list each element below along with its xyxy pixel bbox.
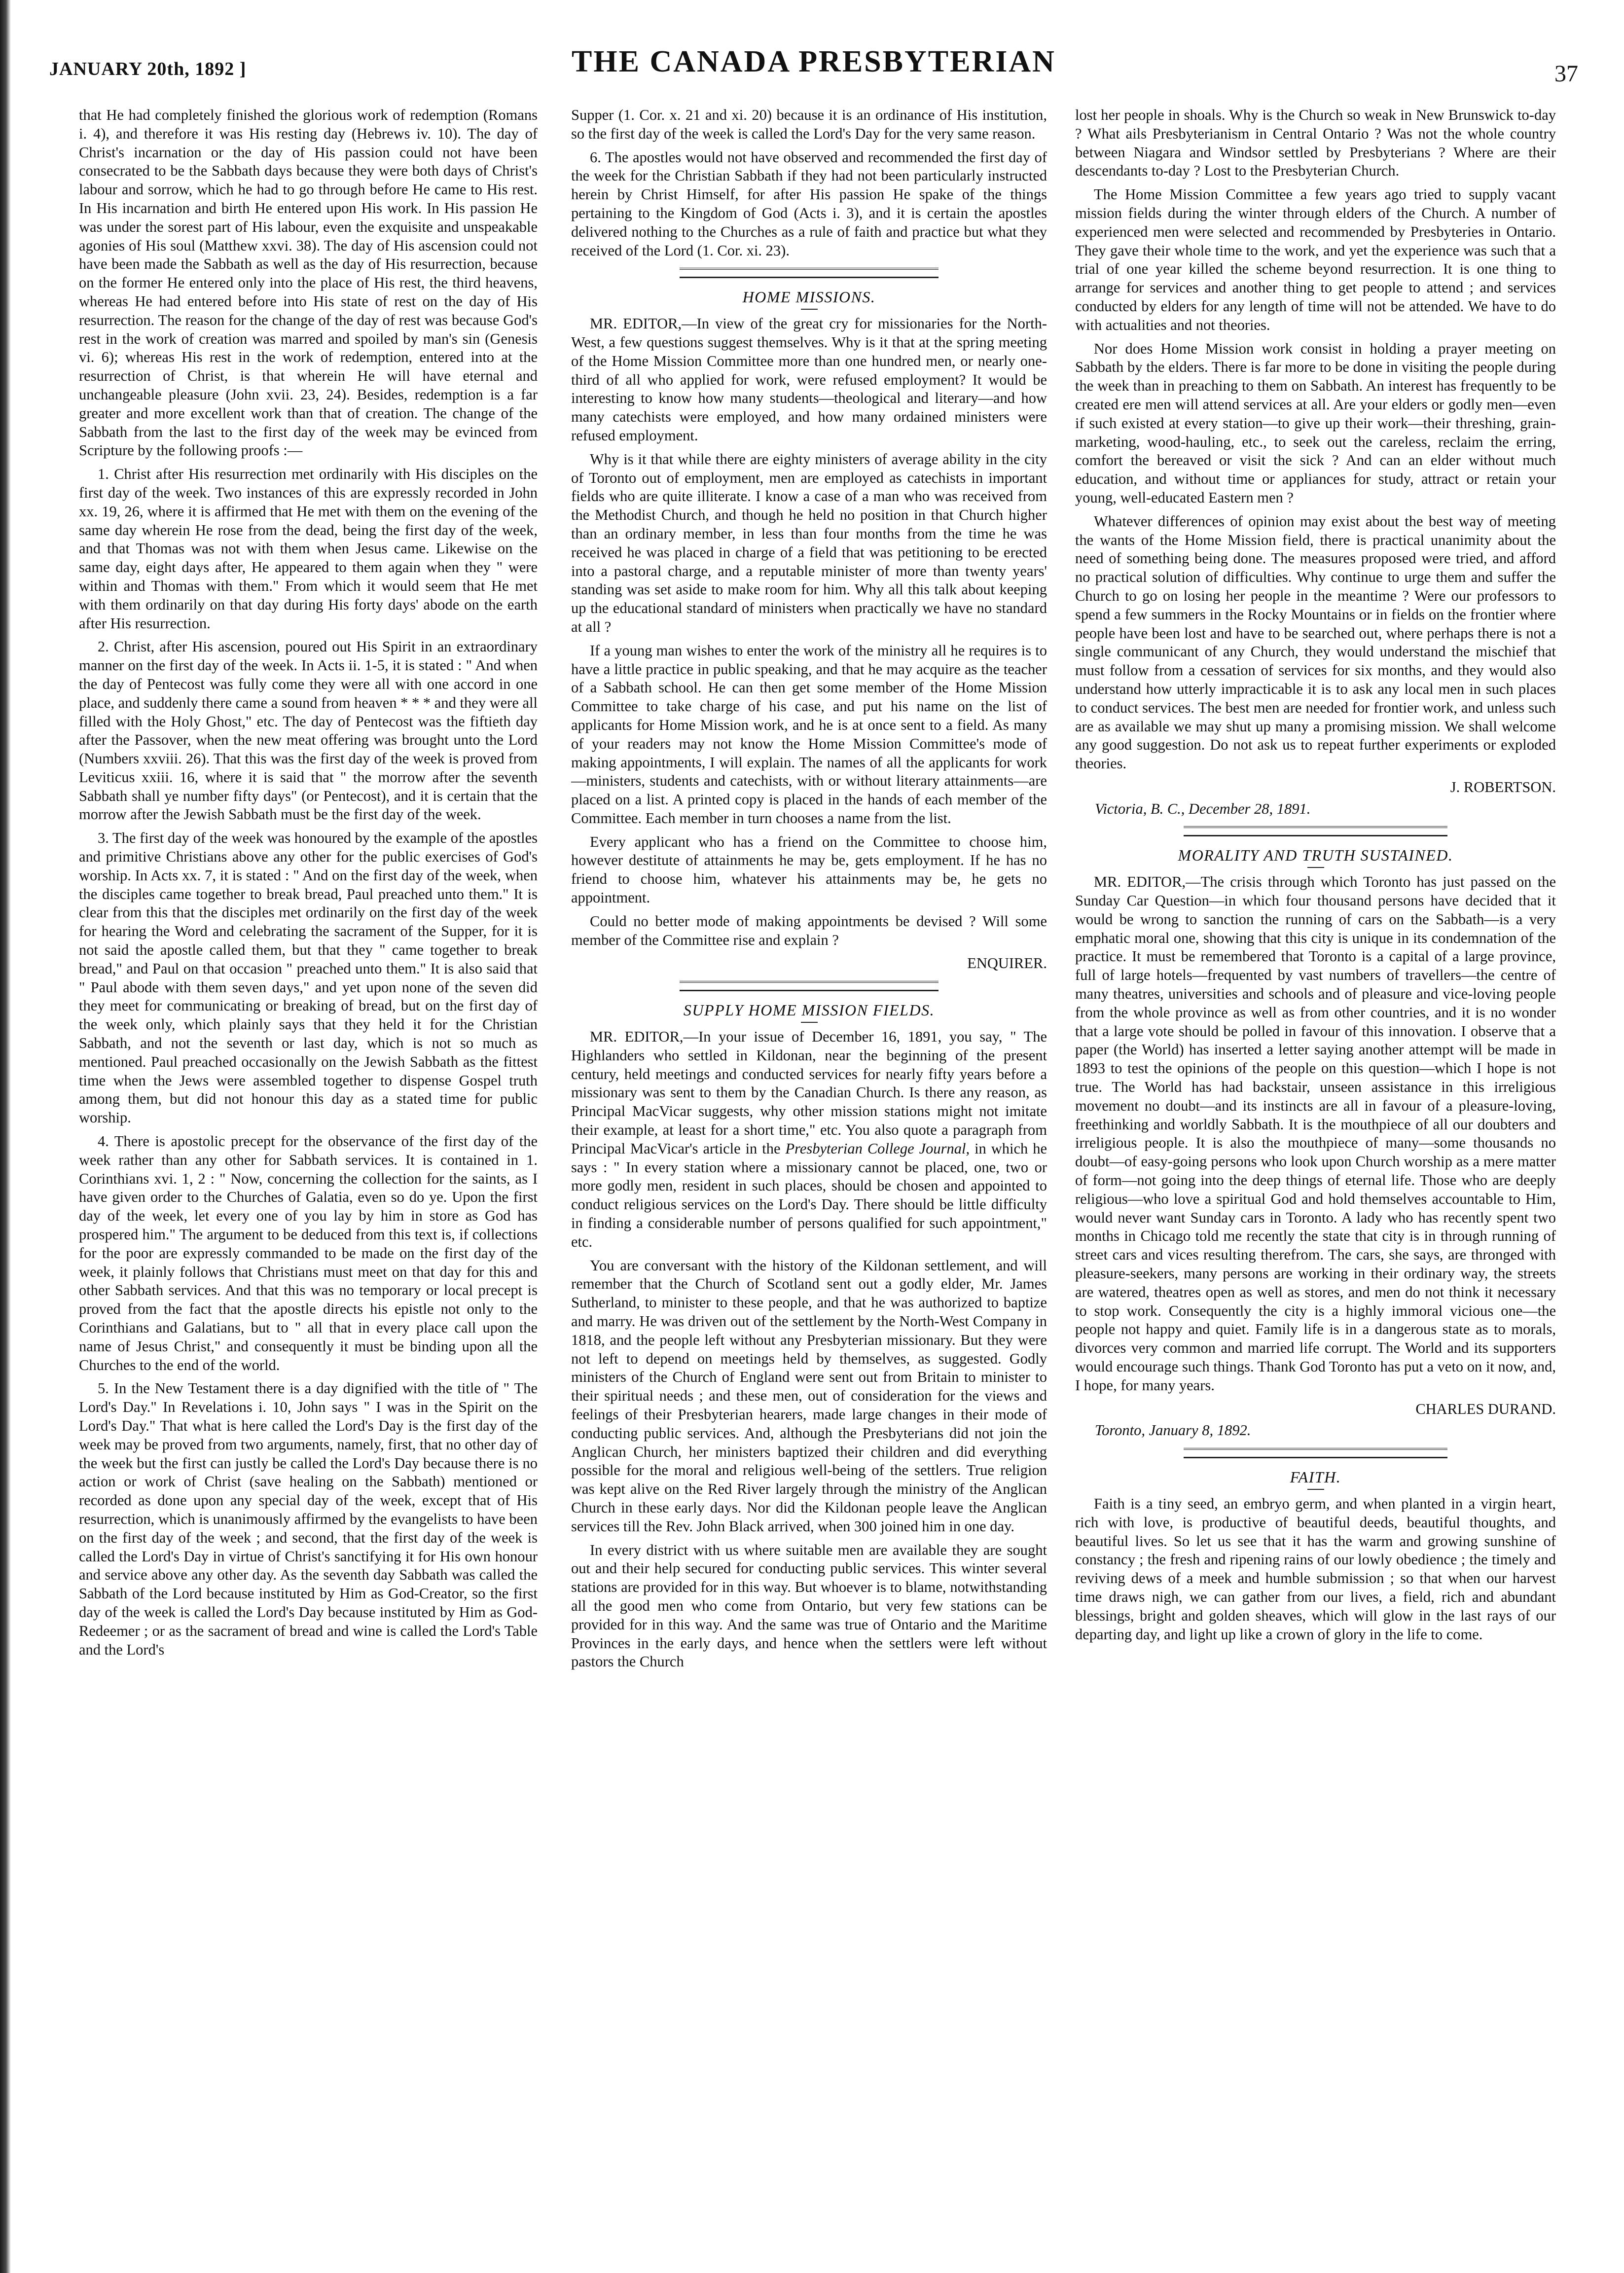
article-heading: HOME MISSIONS. [742, 288, 876, 306]
heading-dash [801, 309, 818, 310]
heading-dash [1307, 867, 1324, 868]
paragraph: 6. The apostles would not have observed and recommended the first day of the week for the Christian Sabbath if they had not been particularly instructed herein by Christ Himself, for after His passion He spake of the things pertaining to the Kingdom of God (Acts i. 3), and it is certain the apostles delivered nothing to the Churches as a rule of faith and practice but what they received of the Lord (1. Cor. xi. 23). [571, 148, 1047, 259]
paragraph: 4. There is apostolic precept for the observance of the first day of the week rather than any other for Sabbath services. It is contained in 1. Corinthians xvi. 1, 2 : " Now, concerning the collection for the saints, as I have given order to the Churches of Galatia, even so do ye. Upon the first day of the week, let every one of you lay by him in store as God has prospered him." The argument to be deduced from this text is, if collections for the poor are expressly commanded to be made on the first day of the week, it plainly follows that Christians must meet on that day for this and other Sabbath services. And that this was no temporary or local precept is proved from the fact that the apostle directs his epistle not only to the Corinthians and Galatians, but to " all that in every place call upon the name of Jesus Christ," and consequently it must be binding upon all the Churches to the end of the world. [79, 1133, 538, 1373]
paragraph: If a young man wishes to enter the work of the ministry all he requires is to have a little practice in public speaking, and that he may acquire as the teacher of a Sabbath school. He can then get some member of the Home Mission Committee to take charge of his case, and put his name on the list of applicants for Home Mission work, and he is at once sent to a field. As many of your readers may not know the Home Mission Committee's mode of making appointments, I will explain. The names of all the applicants for work—ministers, students and catechists, with or without literary attainments—are placed on a list. A printed copy is placed in the hands of each member of the Committee. Each member in turn chooses a name from the list. [571, 642, 1047, 827]
signature: CHARLES DURAND. [1415, 1400, 1556, 1417]
paragraph: Could no better mode of making appointments be devised ? Will some member of the Committee rise and explain ? [571, 912, 1047, 948]
paragraph: MR. EDITOR,—In view of the great cry for missionaries for the North-West, a few questions suggest themselves. Why is it that at the spring meeting of the Home Mission Committee more than one hundred men, or nearly one-third of all who applied for work, were refused employment? It would be interesting to know how many students—theological and literary—and how many catechists were employed, and how many ordained ministers were refused employment. [571, 315, 1047, 444]
paragraph: Faith is a tiny seed, an embryo germ, and when planted in a virgin heart, rich with love, is productive of beautiful deeds, beautiful thoughts, and beautiful lives. So let us see that it has the warm and growing sunshine of constancy ; the fresh and ripening rains of our lowly obedience ; the timely and reviving dews of a meek and humble submission ; so that when our harvest time draws nigh, we can gather from our lives, a field, rich and abundant blessings, bright and golden sheaves, which will glow in the last rays of our departing day, and light up like a crown of glory in the life to come. [1075, 1495, 1556, 1643]
heading-dash [1307, 1489, 1324, 1490]
column-3 [1075, 106, 1556, 2253]
paragraph: Every applicant who has a friend on the Committee to choose him, however destitute of attainments he may be, gets employment. If he has no friend to choose him, whatever his attainments may be, he gets no appointment. [571, 833, 1047, 906]
salutation: MR. EDITOR, [590, 315, 682, 332]
article-heading: SUPPLY HOME MISSION FIELDS. [683, 1001, 935, 1019]
journal-title: Presbyterian College Journal, [785, 1140, 970, 1157]
dateline: Toronto, January 8, 1892. [1095, 1422, 1251, 1439]
section-rule [1184, 826, 1447, 836]
issue-date: JANUARY 20th, 1892 ] [49, 59, 247, 79]
paragraph: MR. EDITOR,—In your issue of December 16, 1891, you say, " The Highlanders who settled in Kildonan, near the beginning of the present century, held meetings and conducted services for nearly fifty years before a missionary was sent to them by the Canadian Church. Is there any reason, as Principal MacVicar suggests, why other mission stations might not imitate their example, at least for a short time," etc. You also quote a paragraph from Principal MacVicar's article in the Presbyterian College Journal, in which he says : " In every station where a missionary cannot be placed, one, two or more godly men, resident in such places, should be chosen and appointed to conduct religious services on the Lord's Day. There should be little difficulty in finding a considerable number of persons qualified for such appointment," etc. [571, 1028, 1047, 1250]
dateline: Victoria, B. C., December 28, 1891. [1095, 800, 1311, 817]
page-header [49, 44, 1578, 94]
salutation: MR. EDITOR, [590, 1028, 684, 1046]
binding-edge [0, 0, 11, 2273]
masthead-title: THE CANADA PRESBYTERIAN [572, 45, 1056, 78]
paragraph: You are conversant with the history of the Kildonan settlement, and will remember that the Church of Scotland sent out a godly elder, Mr. James Sutherland, to minister to these people, and that he was authorized to baptize and marry. He was driven out of the settlement by the North-West Company in 1818, and the people left without any Presbyterian missionary. But they were not left to depend on meetings held by themselves, as suggested. Godly ministers of the Church of England were sent out from Britain to minister to their spiritual needs ; and these men, out of consideration for the views and feelings of their Presbyterian hearers, made large changes in their mode of conducting public services. And, although the Presbyterians did not join the Anglican Church, her ministers baptized their children and did everything possible for the moral and religious well-being of the settlers. True religion was kept alive on the Red River largely through the ministry of the Anglican Church in these early days. Nor did the Kildonan people leave the Anglican services till the Rev. John Black arrived, when 300 joined him in one day. [571, 1257, 1047, 1535]
article-heading: FAITH. [1290, 1468, 1341, 1486]
paragraph: Supper (1. Cor. x. 21 and xi. 20) because it is an ordinance of His institution, so the first day of the week is called the Lord's Day for the very same reason. [571, 107, 1047, 142]
paragraph: lost her people in shoals. Why is the Church so weak in New Brunswick to-day ? What ails Presbyterianism in Central Ontario ? Was not the whole country between Niagara and Windsor settled by Presbyterians ? Where are their descendants to-day ? Lost to the Presbyterian Church. [1075, 107, 1556, 180]
signature: ENQUIRER. [967, 955, 1047, 972]
paragraph: 3. The first day of the week was honoured by the example of the apostles and primitive Christians above any other for the public exercises of God's worship. In Acts xx. 7, it is stated : " And on the first day of the week, when the disciples came together to break bread, Paul preached unto them." It is clear from this that the disciples met ordinarily on the first day of the week for hearing the Word and celebrating the sacrament of the Supper, for it is not said the apostle called them, but that they " came together to break bread," and Paul on that occasion " preached unto them." It is also said that " Paul abode with them seven days," and yet upon none of the seven did they meet for communicating or breaking of bread, but on the first day of the week only, which plainly says that they held it for the Christian Sabbath, and not the seventh or last day, which is not so much as mentioned. Paul preached occasionally on the Jewish Sabbath as the fittest time when the Jews were assembled together to dispense Gospel truth among them, but did not honour this day as a stated time for public worship. [79, 830, 538, 1126]
signature: J. ROBERTSON. [1450, 778, 1556, 795]
column-1 [79, 106, 538, 2253]
paragraph: Why is it that while there are eighty ministers of average ability in the city of Toronto out of employment, men are employed as catechists in important fields who are quite illiterate. I know a case of a man who was received from the Methodist Church, and though he held no position in that Church higher than an ordinary member, in less than four months from the time he was received he was placed in charge of a field that was petitioning to be erected into a pastoral charge, and a reputable minister of more than twenty years' standing was set aside to make room for him. Why all this talk about keeping up the educational standard of ministers when practically we have no standard at all ? [571, 450, 1047, 635]
paragraph: MR. EDITOR,—The crisis through which Toronto has just passed on the Sunday Car Question—in which four thousand persons have decided that it would be wrong to sanction the running of cars on the Sabbath—is a very emphatic moral one, showing that this city is unique in its condemnation of the practice. It must be remembered that Toronto is a capital of a large province, full of large hotels—frequented by vast numbers of travellers—the centre of many theatres, universities and schools and of pleasure and vice-loving people from the whole province as well as from other countries, and it is no wonder that a large vote should be polled in favour of this innovation. I observe that a paper (the World) has inserted a letter saying another attempt will be made in 1893 to test the opinions of the people on this question—which I hope is not true. The World has had backstair, unseen assistance in this irreligious movement no doubt—and its instincts are all in favour of a pleasure-loving, freethinking and worldly Sabbath. It is the mouthpiece of all our doubters and irreligious people. It is also the mouthpiece of many—some thousands no doubt—of easy-going persons who look upon Church worship as a mere matter of form—not going into the deep things of eternal life. Those who are deeply religious—who love a spiritual God and hold themselves accountable to Him, would never want Sunday cars in Toronto. A lady who has recently spent two months in Chicago told me recently the state that city is in through running of street cars and vices resulting therefrom. The cars, she says, are thronged with pleasure-seekers, many persons are working in their ordinary way, the streets are watered, theatres open as well as stores, and men do not think it necessary to stop work. Consequently the city is a highly immoral vicious one—the people not happy and quiet. Family life is in a dangerous state as to morals, divorces very common and married life corrupt. The World and its supporters would encourage such things. Thank God Toronto has put a veto on it now, and, I hope, for many years. [1075, 873, 1556, 1394]
section-rule [1184, 1448, 1447, 1458]
paragraph: 2. Christ, after His ascension, poured out His Spirit in an extraordinary manner on the first day of the week. In Acts ii. 1-5, it is stated : " And when the day of Pentecost was fully come they were all with one accord in one place, and suddenly there came a sound from heaven * * * and they were all filled with the Holy Ghost," etc. The day of Pentecost was the fiftieth day after the Passover, when the new meat offering was brought unto the Lord (Numbers xxviii. 26). That this was the first day of the week is proved from Leviticus xxiii. 16, where it is said that " the morrow after the seventh Sabbath shall ye number fifty days" (or Pentecost), and it is certain that the morrow after the Jewish Sabbath must be the first day of the week. [79, 638, 538, 823]
section-rule [680, 268, 938, 278]
paragraph: In every district with us where suitable men are available they are sought out and their help secured for conducting public services. This winter several stations are provided for in this way. But whoever is to blame, notwithstanding all the good men who come from Ontario, but very few stations can be provided for in this way. And the same was true of Ontario and the Maritime Provinces in the early days, and hence when the settlers were left without pastors the Church [571, 1541, 1047, 1670]
article-heading: MORALITY AND TRUTH SUSTAINED. [1178, 846, 1453, 865]
paragraph: 1. Christ after His resurrection met ordinarily with His disciples on the first day of the week. Two instances of this are expressly recorded in John xx. 19, 26, where it is affirmed that He met with them on the evening of the same day wherein He rose from the dead, being the first day of the week, and that Thomas was not with them when Jesus came. Likewise on the same day, eight days after, He appeared to them again when they " were within and Thomas with them." From which it would seem that He met with them ordinarily on that day during His forty days' abode on the earth after His resurrection. [79, 466, 538, 632]
salutation: MR. EDITOR, [1094, 873, 1186, 891]
column-2 [571, 106, 1047, 2253]
paragraph: The Home Mission Committee a few years ago tried to supply vacant mission fields during the winter through elders of the Church. A number of experienced men were selected and recommended by Presbyteries in Ontario. They gave their whole time to the work, and yet the experience was such that a trial of one year killed the scheme beyond resurrection. It is one thing to arrange for services and another thing to get people to attend ; and services conducted by elders for any length of time will not be attended. We have to do with actualities and not theories. [1075, 186, 1556, 333]
paragraph: that He had completely finished the glorious work of redemption (Romans i. 4), and therefore it was His resting day (Hebrews iv. 10). The day of Christ's incarnation or the day of His passion could not have been consecrated to be the Sabbath days because they were both days of Christ's labour and sorrow, which he had to go through before He came to His rest. In His incarnation and birth He entered upon His work. In His passion He was under the sorest part of His labour, even the exquisite and unspeakable agonies of His soul (Matthew xxvi. 38). The day of His ascension could not have been made the Sabbath as well as the day of His resurrection, because on the former He entered only into the place of His rest, the third heavens, whereas He had entered before into His state of rest on the day of His resurrection. The reason for the change of the day of rest was because God's rest in the work of creation was marred and spoiled by man's sin (Genesis vi. 6); whereas His rest in the work of redemption, entered into at the resurrection of Christ, is that wherein He will have eternal and unchangeable pleasure (John xvii. 23, 24). Besides, redemption is a far greater and more excellent work than that of creation. The change of the Sabbath from the last to the first day of the week may be evinced from Scripture by the following proofs :— [79, 107, 538, 459]
paragraph: Whatever differences of opinion may exist about the best way of meeting the wants of the Home Mission field, there is practical unanimity about the need of something being done. The measures proposed were tried, and afford no practical solution of difficulties. Why continue to urge them and suffer the Church to go on losing her people in the meantime ? Were our professors to spend a few summers in the Rocky Mountains or in fields on the frontier where people have been lost and have to be searched out, where perhaps there is not a single communicant of any Church, they would understand the mischief that must follow from a cessation of services for six months, and they would also understand how utterly impracticable it is to ask any local men in such places to conduct services. The best men are needed for frontier work, and unless such are as available we may shut up many a promising mission. We shall welcome any good suggestion. Do not ask us to repeat further experiments or exploded theories. [1075, 512, 1556, 772]
heading-dash [801, 1022, 818, 1023]
section-rule [680, 981, 938, 991]
paragraph: 5. In the New Testament there is a day dignified with the title of " The Lord's Day." In Revelations i. 10, John says " I was in the Spirit on the Lord's Day." That what is here called the Lord's Day is the first day of the week may be proved from two arguments, namely, first, that no other day of the week but the first can justly be called the Lord's Day because there is no action or work of Christ (save healing on the Sabbath) mentioned or recorded as done upon any special day of the week, except that of His resurrection, which is unanimously affirmed by the evangelists to have been on the first day of the week ; and second, that the first day of the week is called the Lord's Day in virtue of Christ's sanctifying it for His own honour and service above any other day. As the seventh day Sabbath was called the Sabbath of the Lord because instituted by Him as God-Creator, so the first day of the week is called the Lord's Day because instituted by Him as God-Redeemer ; or as the sacrament of bread and wine is called the Lord's Table and the Lord's [79, 1380, 538, 1658]
page-number: 37 [1554, 61, 1578, 87]
paragraph: Nor does Home Mission work consist in holding a prayer meeting on Sabbath by the elders. There is far more to be done in visiting the people during the week than in preaching to them on Sabbath. An interest has frequently to be created ere men will attend services at all. Are your elders or godly men—even if such existed at every station—to give up their work—their threshing, grain-marketing, wood-hauling, etc., to seek out the careless, reclaim the erring, comfort the bereaved or visit the sick ? And can an elder without much education, and without time or appliances for study, attract or retain your young, well-educated Eastern men ? [1075, 340, 1556, 506]
